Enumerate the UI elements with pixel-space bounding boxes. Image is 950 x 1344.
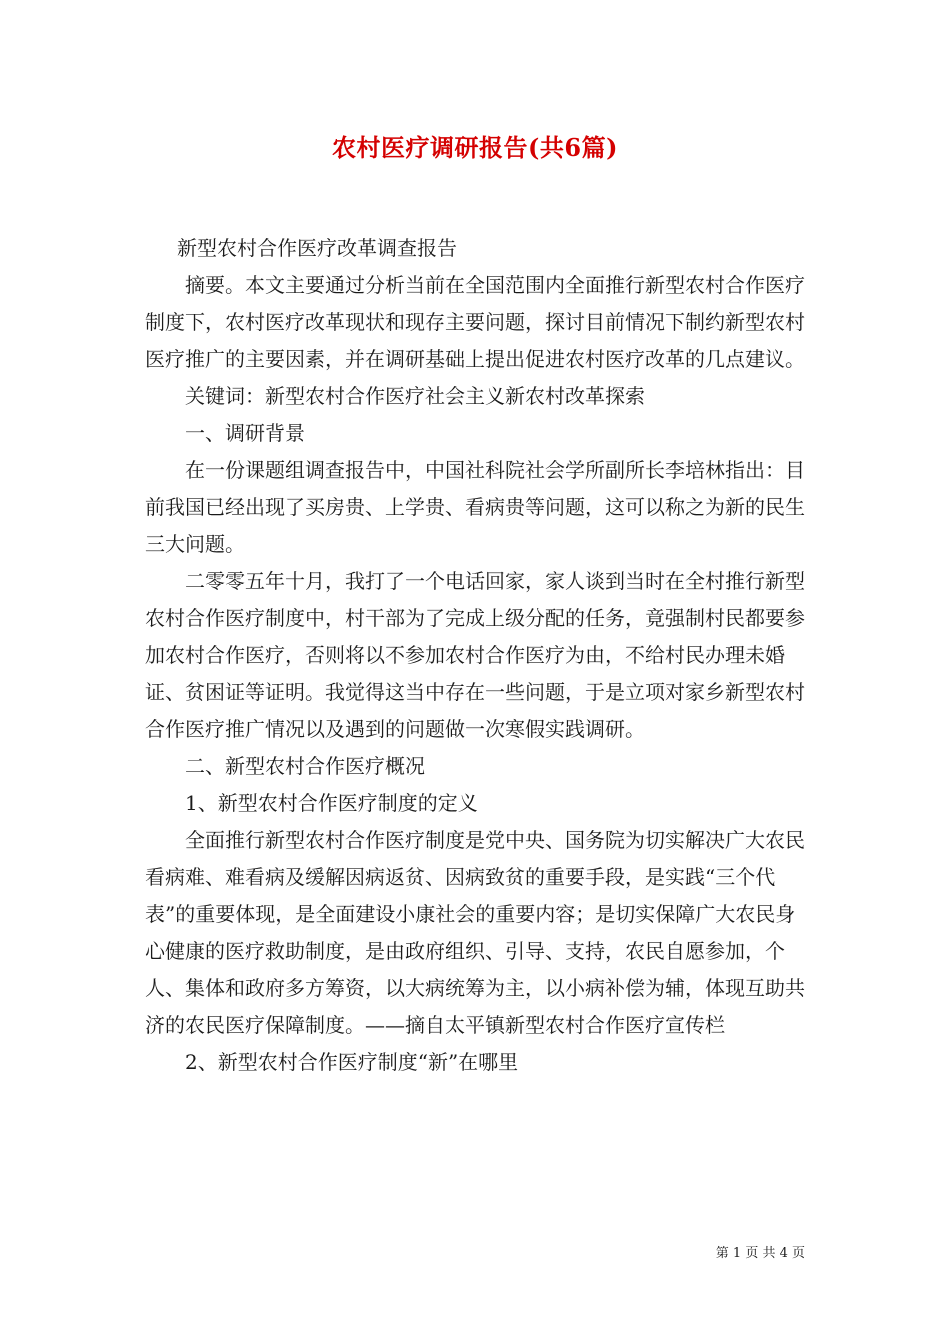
keywords-paragraph: 关键词：新型农村合作医疗社会主义新农村改革探索 — [185, 384, 645, 408]
section-heading-background: 一、调研背景 — [185, 421, 305, 445]
subsection-heading-new: 2、新型农村合作医疗制度“新”在哪里 — [185, 1050, 519, 1074]
definition-paragraph: 全面推行新型农村合作医疗制度是党中央、国务院为切实解决广大农民看病难、难看病及缓解因病返贫、因病致贫的重要手段，是实践“三个代表”的重要体现，是全面建设小康社会的重要内容；是切实保障广大农民身心健康的医疗救助制度，是由政府组织、引导、支持，农民自愿参加，个人、集体和政府多方筹资，以大病统筹为主，以小病补偿为辅，体现互助共济的农民医疗保障制度。——摘自太平镇新型农村合作医疗宣传栏 — [145, 828, 805, 1037]
page-number-footer: 第 1 页 共 4 页 — [715, 1246, 805, 1261]
document-body — [145, 230, 805, 1081]
report-subtitle: 新型农村合作医疗改革调查报告 — [177, 236, 457, 260]
abstract-paragraph: 摘要。本文主要通过分析当前在全国范围内全面推行新型农村合作医疗制度下，农村医疗改革现状和现存主要问题，探讨目前情况下制约新型农村医疗推广的主要因素，并在调研基础上提出促进农村医疗改革的几点建议。 — [145, 273, 805, 371]
background-paragraph: 在一份课题组调查报告中，中国社科院社会学所副所长李培林指出：目前我国已经出现了买房贵、上学贵、看病贵等问题，这可以称之为新的民生三大问题。 — [145, 458, 805, 556]
motivation-paragraph: 二零零五年十月，我打了一个电话回家，家人谈到当时在全村推行新型农村合作医疗制度中，村干部为了完成上级分配的任务，竟强制村民都要参加农村合作医疗，否则将以不参加农村合作医疗为由，不给村民办理未婚证、贫困证等证明。我觉得这当中存在一些问题，于是立项对家乡新型农村合作医疗推广情况以及遇到的问题做一次寒假实践调研。 — [145, 569, 805, 741]
section-heading-overview: 二、新型农村合作医疗概况 — [185, 754, 425, 778]
subsection-heading-definition: 1、新型农村合作医疗制度的定义 — [185, 791, 478, 815]
document-title: 农村医疗调研报告(共6篇) — [332, 133, 618, 162]
